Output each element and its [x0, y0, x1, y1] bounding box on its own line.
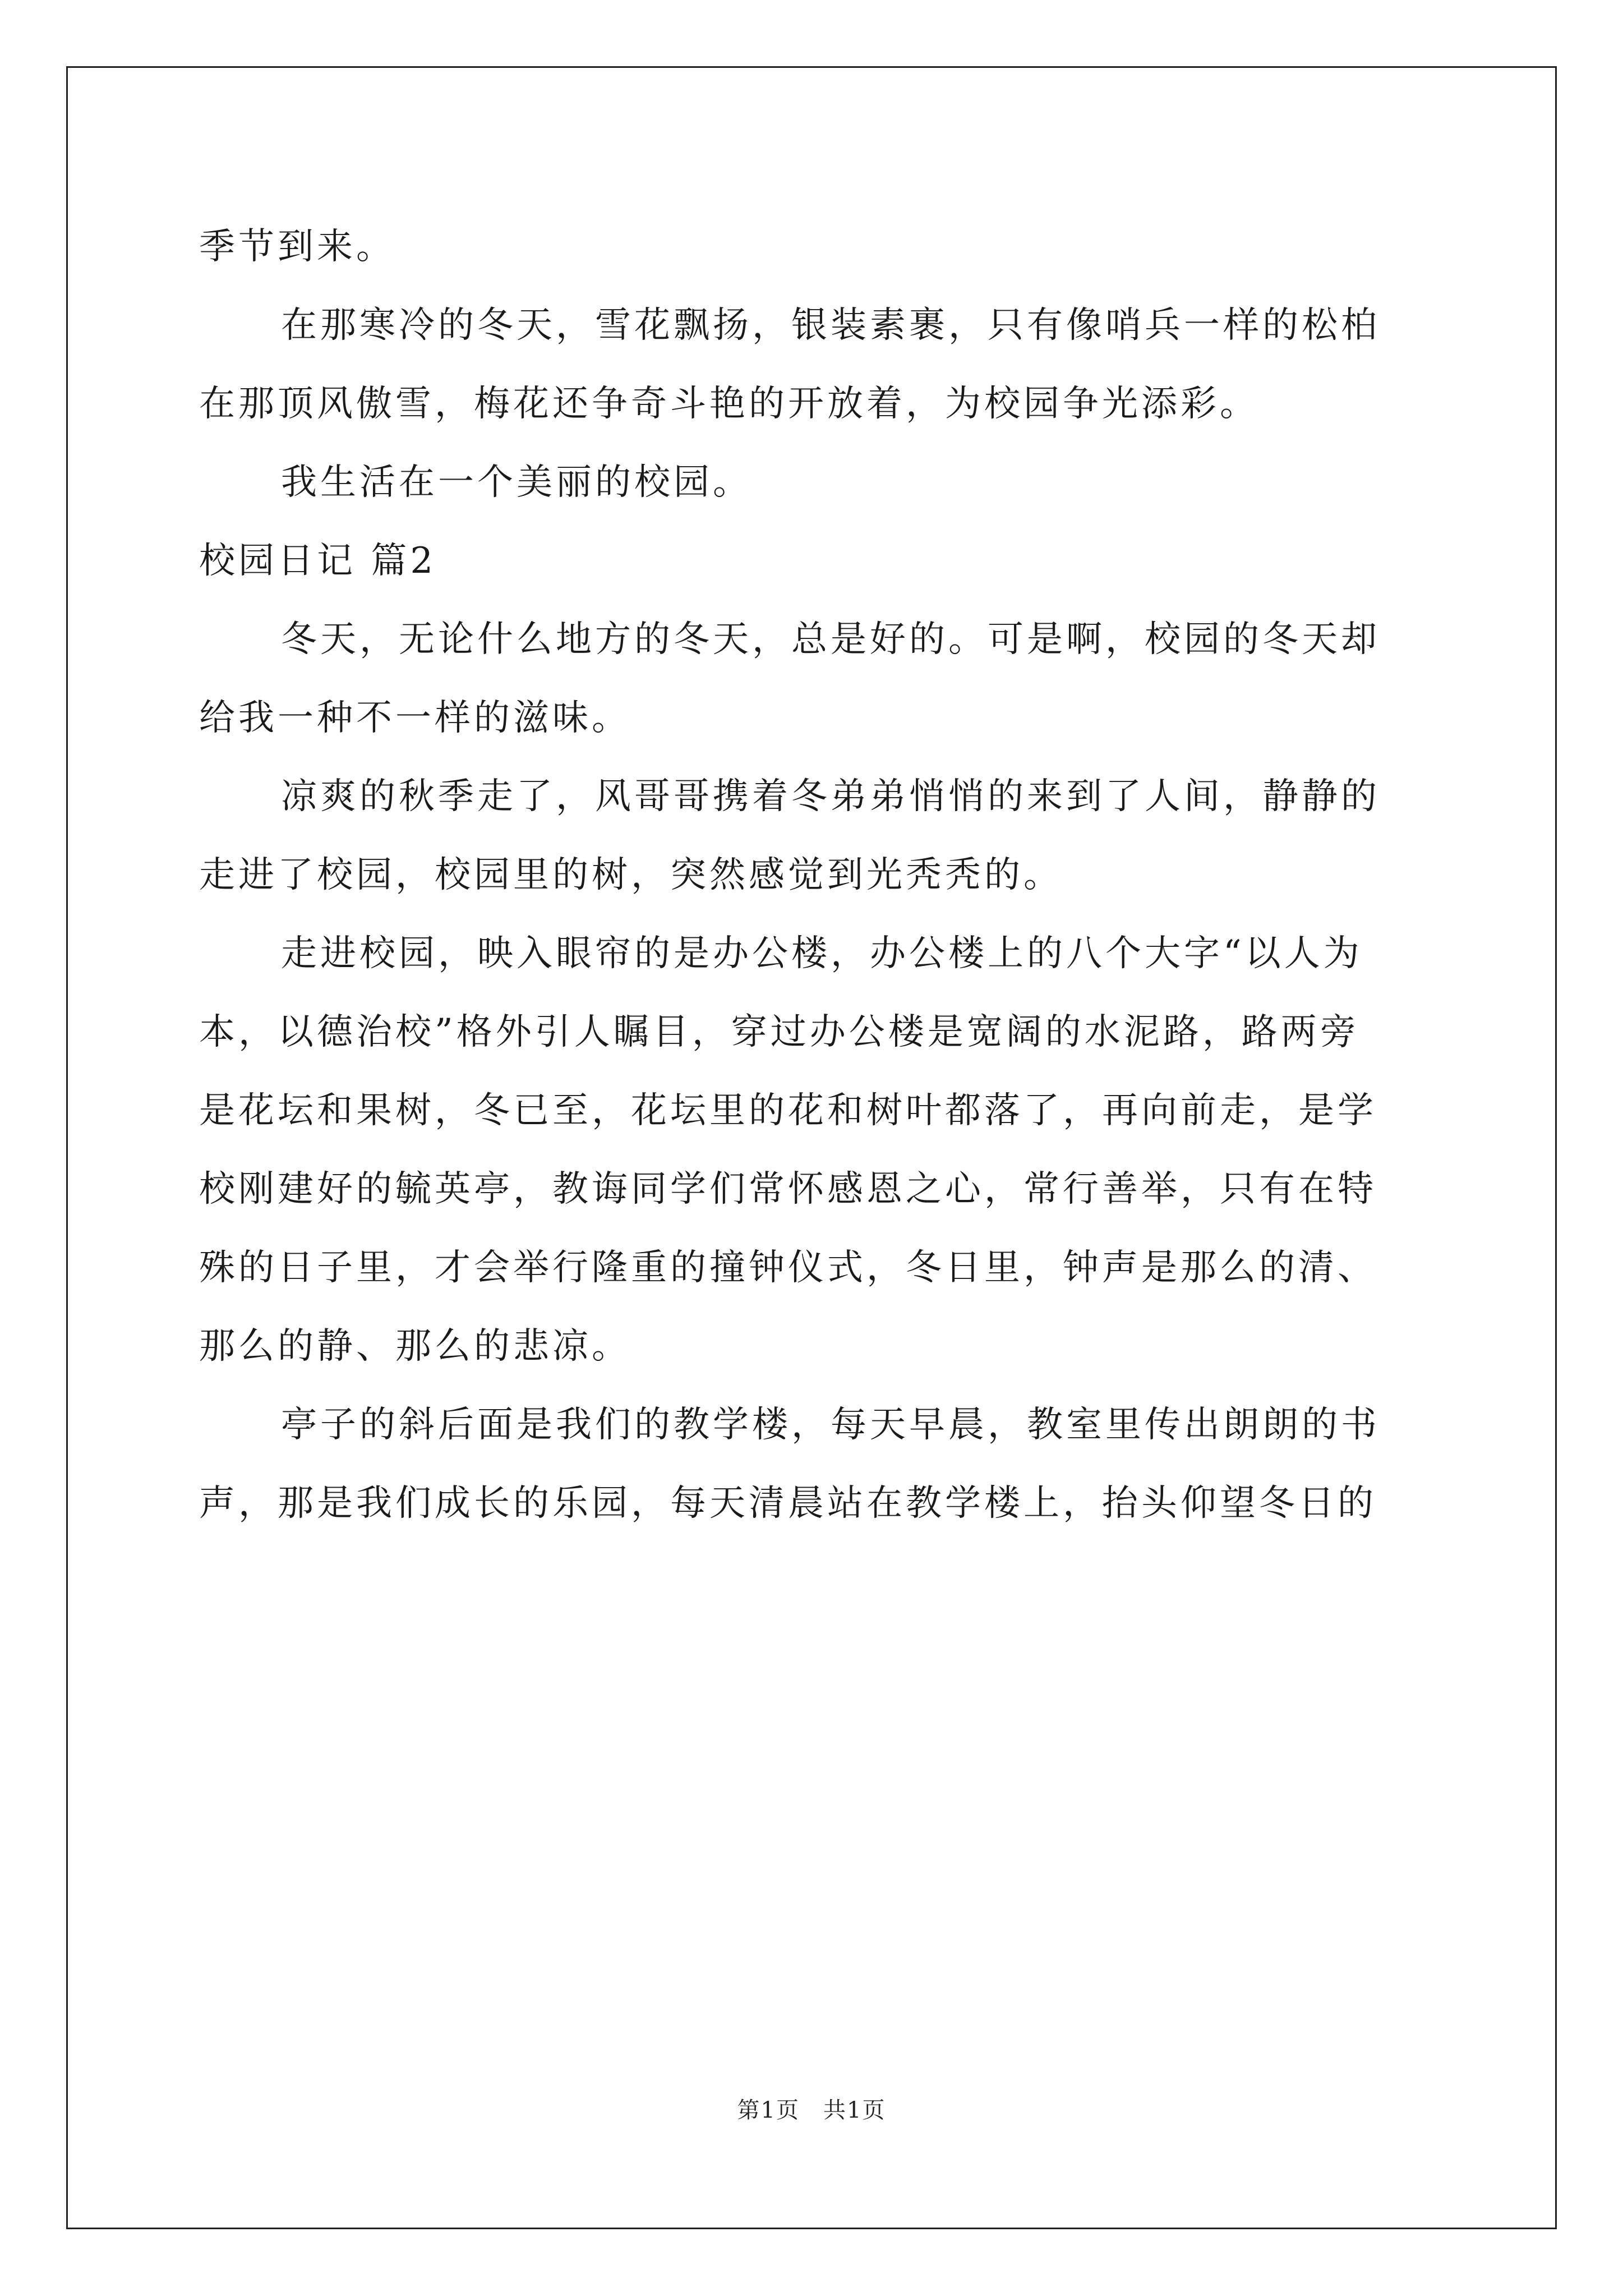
text-line: 是花坛和果树，冬已至，花坛里的花和树叶都落了，再向前走，是学	[199, 1090, 1377, 1131]
text-line: 在那寒冷的冬天，雪花飘扬，银装素裹，只有像哨兵一样的松柏	[281, 305, 1380, 346]
section-heading: 校园日记 篇2	[199, 540, 437, 582]
text-line: 殊的日子里，才会举行隆重的撞钟仪式，冬日里，钟声是那么的清、	[199, 1247, 1377, 1289]
text-line: 我生活在一个美丽的校园。	[281, 462, 752, 503]
document-body	[199, 208, 1419, 1543]
text-line: 冬天，无论什么地方的冬天，总是好的。可是啊，校园的冬天却	[281, 619, 1380, 660]
text-line: 走进校园，映入眼帘的是办公楼，办公楼上的八个大字“以人为	[281, 933, 1363, 974]
text-line: 季节到来。	[199, 226, 395, 268]
text-line: 本，以德治校”格外引人瞩目，穿过办公楼是宽阔的水泥路，路两旁	[199, 1011, 1359, 1053]
text-line: 走进了校园，校园里的树，突然感觉到光秃秃的。	[199, 854, 1063, 896]
text-line: 在那顶风傲雪，梅花还争奇斗艳的开放着，为校园争光添彩。	[199, 383, 1259, 425]
text-line: 给我一种不一样的滋味。	[199, 697, 631, 739]
text-line: 亭子的斜后面是我们的教学楼，每天早晨，教室里传出朗朗的书	[281, 1404, 1380, 1446]
text-line: 那么的静、那么的悲凉。	[199, 1326, 631, 1367]
text-line: 声，那是我们成长的乐园，每天清晨站在教学楼上，抬头仰望冬日的	[199, 1483, 1377, 1524]
text-line: 凉爽的秋季走了，风哥哥携着冬弟弟悄悄的来到了人间，静静的	[281, 776, 1380, 817]
page-footer: 第1页 共1页	[737, 2097, 886, 2123]
text-line: 校刚建好的毓英亭，教诲同学们常怀感恩之心，常行善举，只有在特	[199, 1168, 1377, 1210]
